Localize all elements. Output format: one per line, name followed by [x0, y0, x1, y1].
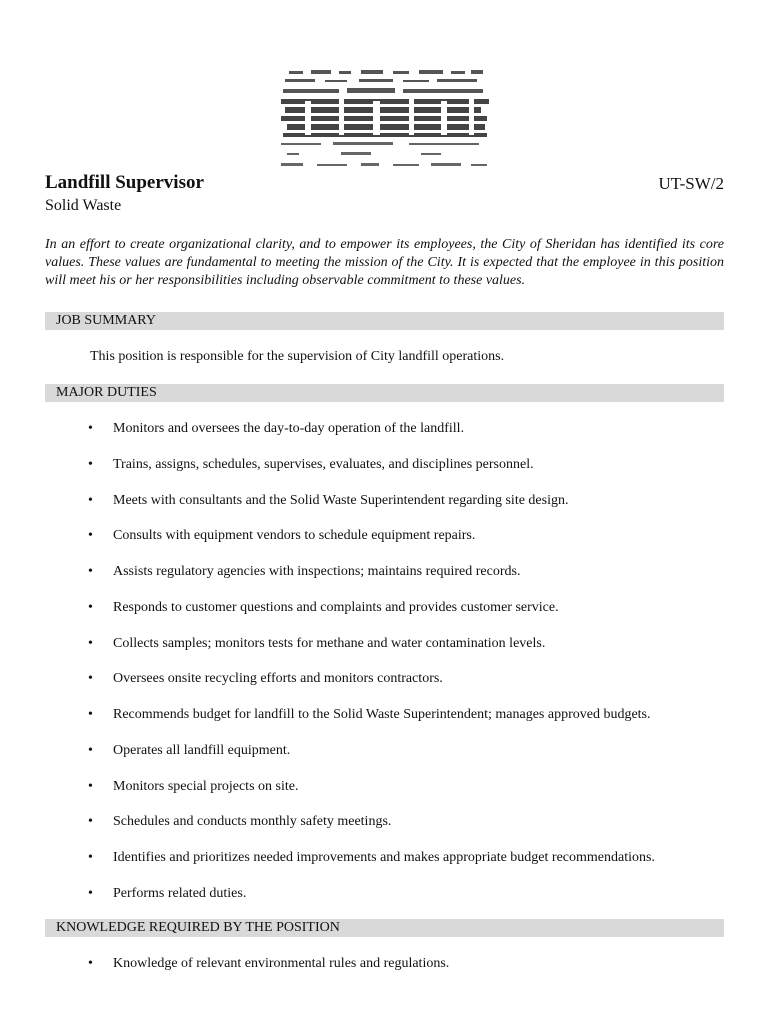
list-item: • Identifies and prioritizes needed improvements and makes appropriate budget recommendations.	[88, 850, 655, 865]
knowledge-heading: KNOWLEDGE REQUIRED BY THE POSITION	[45, 919, 724, 937]
job-summary-heading: JOB SUMMARY	[45, 312, 724, 330]
list-item: • Monitors and oversees the day-to-day operation of the landfill.	[88, 421, 465, 436]
list-item: • Knowledge of relevant environmental rules and regulations.	[88, 956, 450, 971]
bullet-icon: •	[88, 814, 93, 830]
core-values-intro: In an effort to create organizational clarity, and to empower its employees, the City of Sheridan has identified its core values. These values are fundamental to meeting the mission of the City. It is expected that the employee in this position will meet his or her responsibilities including observable commitment to these values.	[45, 237, 724, 288]
bullet-icon: •	[88, 635, 93, 651]
bullet-icon: •	[88, 564, 93, 579]
bullet-icon: •	[88, 742, 93, 758]
list-item: • Schedules and conducts monthly safety meetings.	[88, 814, 392, 830]
job-code: UT-SW/2	[658, 174, 724, 193]
major-duties-heading: MAJOR DUTIES	[45, 384, 724, 402]
title-row	[45, 172, 724, 196]
department: Solid Waste	[45, 197, 122, 214]
list-item: • Responds to customer questions and complaints and provides customer service.	[88, 599, 559, 615]
city-seal-logo-icon	[281, 67, 489, 173]
major-duties-list	[88, 420, 655, 921]
job-title: Landfill Supervisor	[45, 172, 204, 193]
list-item: • Recommends budget for landfill to the Solid Waste Superintendent; manages approved budgets.	[88, 707, 651, 722]
bullet-icon: •	[88, 528, 93, 544]
bullet-icon: •	[88, 421, 93, 436]
bullet-icon: •	[88, 492, 93, 508]
list-item: • Oversees onsite recycling efforts and monitors contractors.	[88, 671, 443, 687]
job-summary-text: This position is responsible for the supervision of City landfill operations.	[90, 349, 505, 364]
bullet-icon: •	[88, 956, 93, 971]
bullet-icon: •	[88, 456, 93, 472]
list-item: • Assists regulatory agencies with inspections; maintains required records.	[88, 564, 521, 579]
bullet-icon: •	[88, 599, 93, 615]
list-item: • Collects samples; monitors tests for methane and water contamination levels.	[88, 635, 546, 651]
bullet-icon: •	[88, 850, 93, 865]
list-item: • Trains, assigns, schedules, supervises, evaluates, and disciplines personnel.	[88, 456, 534, 472]
bullet-icon: •	[88, 707, 93, 722]
list-item: • Monitors special projects on site.	[88, 778, 299, 794]
list-item: • Meets with consultants and the Solid Waste Superintendent regarding site design.	[88, 492, 569, 508]
list-item: • Consults with equipment vendors to schedule equipment repairs.	[88, 528, 476, 544]
list-item: • Operates all landfill equipment.	[88, 742, 291, 758]
bullet-icon: •	[88, 671, 93, 687]
list-item: • Performs related duties.	[88, 885, 247, 901]
bullet-icon: •	[88, 778, 93, 794]
knowledge-list	[88, 955, 449, 972]
bullet-icon: •	[88, 885, 93, 901]
